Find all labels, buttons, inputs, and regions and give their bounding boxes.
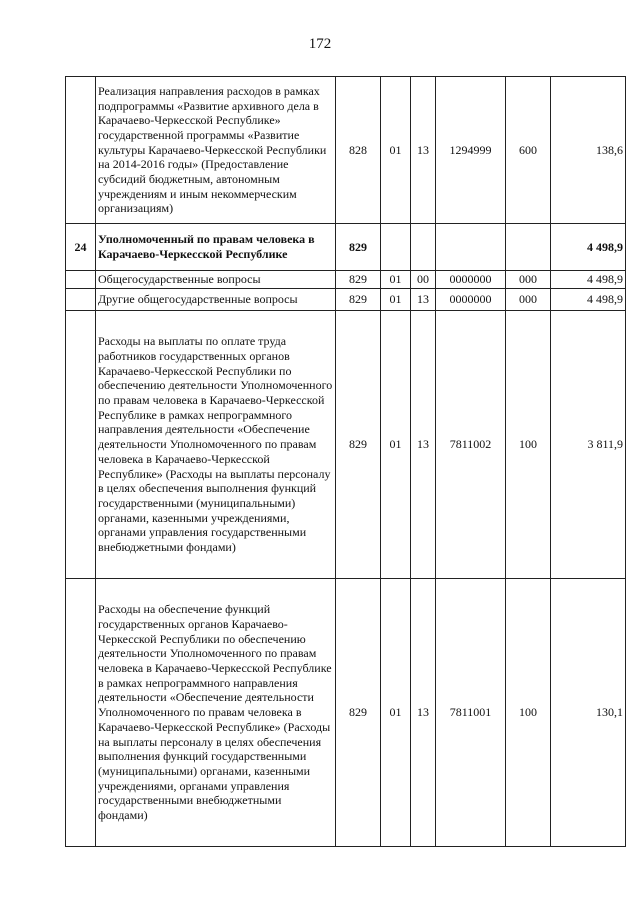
cell-gr: 829 [336, 271, 381, 289]
cell-pr: 13 [411, 579, 436, 847]
cell-sum: 130,1 [551, 579, 626, 847]
cell-rz: 01 [381, 77, 411, 224]
cell-rz: 01 [381, 311, 411, 579]
row-name: Реализация направления расходов в рамках подпрограммы «Развитие архивного дела в Карачаево-Черкесской Республике» государственной программы «Развитие культуры Карачаево-Черкесской Республики на 2014-2016 годы» (Предоставление субсидий бюджетным, автономным учреждениям и иным некоммерческим организациям) [96, 77, 336, 224]
cell-csr [436, 224, 506, 271]
cell-pr: 13 [411, 311, 436, 579]
table-row [66, 271, 626, 289]
row-number [66, 289, 96, 311]
cell-pr: 13 [411, 77, 436, 224]
cell-vr: 000 [506, 289, 551, 311]
cell-gr: 829 [336, 311, 381, 579]
cell-vr: 600 [506, 77, 551, 224]
cell-sum: 4 498,9 [551, 289, 626, 311]
table-row [66, 579, 626, 847]
cell-sum: 3 811,9 [551, 311, 626, 579]
cell-sum: 4 498,9 [551, 224, 626, 271]
cell-csr: 1294999 [436, 77, 506, 224]
cell-sum: 4 498,9 [551, 271, 626, 289]
cell-gr: 828 [336, 77, 381, 224]
cell-gr: 829 [336, 579, 381, 847]
row-number [66, 77, 96, 224]
row-name: Уполномоченный по правам человека в Карачаево-Черкесской Республике [96, 224, 336, 271]
table-row [66, 311, 626, 579]
row-name: Расходы на выплаты по оплате труда работников государственных органов Карачаево-Черкесской Республики по обеспечению деятельности Уполномоченного по правам человека в Карачаево-Черкесской Республике в рамках непрограммного направления деятельности «Обеспечение деятельности Уполномоченного по правам человека в Карачаево-Черкесской Республике» (Расходы на выплаты персоналу в целях обеспечения выполнения функций государственными (муниципальными) органами, казенными учреждениями, органами управления государственными внебюджетными фондами) [96, 311, 336, 579]
cell-pr: 00 [411, 271, 436, 289]
row-name: Другие общегосударственные вопросы [96, 289, 336, 311]
cell-rz [381, 224, 411, 271]
table-row [66, 77, 626, 224]
table-row [66, 224, 626, 271]
cell-gr: 829 [336, 289, 381, 311]
cell-csr: 7811002 [436, 311, 506, 579]
cell-rz: 01 [381, 271, 411, 289]
cell-csr: 7811001 [436, 579, 506, 847]
table-row [66, 289, 626, 311]
cell-pr: 13 [411, 289, 436, 311]
cell-vr: 100 [506, 579, 551, 847]
cell-csr: 0000000 [436, 271, 506, 289]
cell-rz: 01 [381, 289, 411, 311]
cell-vr: 100 [506, 311, 551, 579]
row-number [66, 311, 96, 579]
cell-csr: 0000000 [436, 289, 506, 311]
cell-vr: 000 [506, 271, 551, 289]
row-number [66, 271, 96, 289]
cell-sum: 138,6 [551, 77, 626, 224]
page-number: 172 [308, 36, 332, 52]
cell-gr: 829 [336, 224, 381, 271]
row-name: Общегосударственные вопросы [96, 271, 336, 289]
cell-rz: 01 [381, 579, 411, 847]
row-number: 24 [66, 224, 96, 271]
budget-table [65, 76, 626, 847]
row-name: Расходы на обеспечение функций государственных органов Карачаево-Черкесской Республики по обеспечению деятельности Уполномоченного по правам человека в Карачаево-Черкесской Республике в рамках непрограммного направления деятельности «Обеспечение деятельности Уполномоченного по правам человека в Карачаево-Черкесской Республике» (Расходы на выплаты персоналу в целях обеспечения выполнения функций государственными (муниципальными) органами, казенными учреждениями, органами управления государственными внебюджетными фондами) [96, 579, 336, 847]
cell-vr [506, 224, 551, 271]
cell-pr [411, 224, 436, 271]
row-number [66, 579, 96, 847]
